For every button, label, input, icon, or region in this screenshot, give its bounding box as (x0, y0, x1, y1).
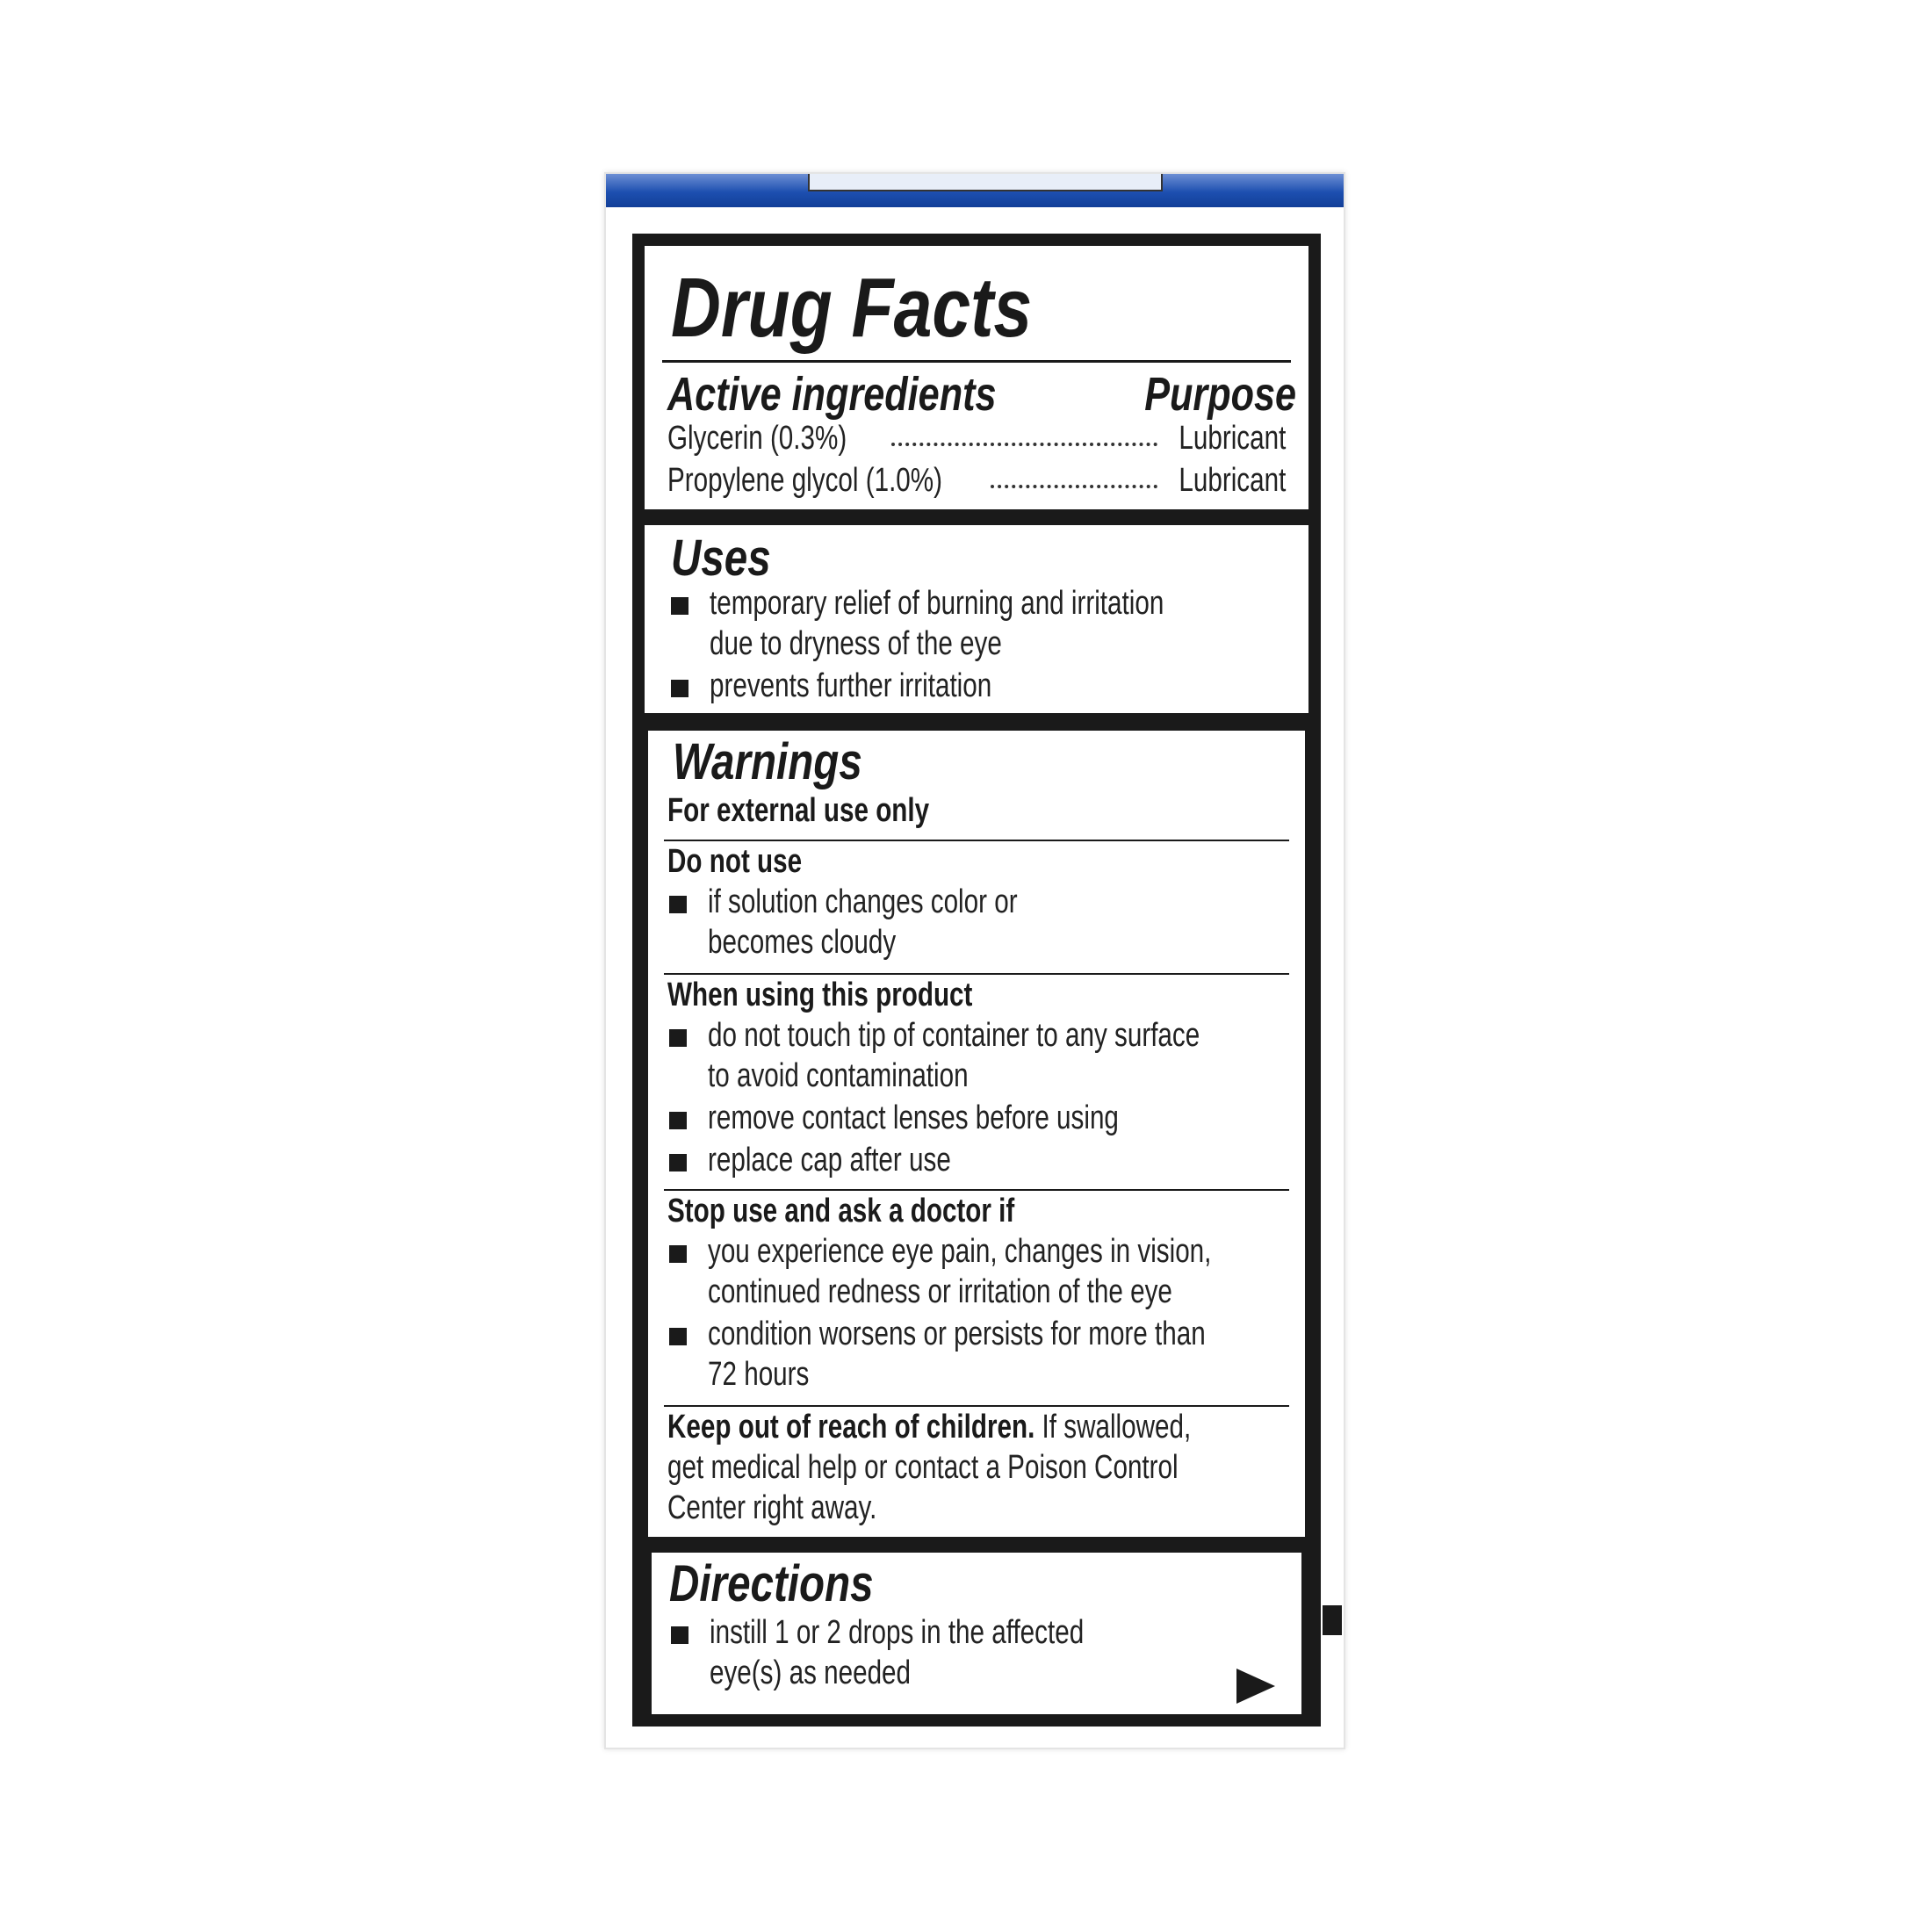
do-not-use-line: if solution changes color or (708, 883, 1018, 920)
warnings-rule (664, 973, 1289, 975)
keep-out-line: get medical help or contact a Poison Control (667, 1449, 1179, 1486)
bullet-icon (671, 597, 688, 615)
directions-heading: Directions (669, 1555, 874, 1612)
side-registration-mark (1323, 1605, 1342, 1635)
ingredient-name: Glycerin (0.3%) (667, 420, 847, 457)
drug-facts-title: Drug Facts (671, 261, 1033, 355)
bullet-icon (669, 1154, 687, 1171)
external-use-note: For external use only (667, 792, 930, 829)
when-using-line: remove contact lenses before using (708, 1099, 1119, 1136)
bullet-icon (669, 1245, 687, 1263)
purpose-heading: Purpose (1144, 368, 1296, 421)
keep-out-bold: Keep out of reach of children. (667, 1409, 1035, 1445)
warnings-rule (664, 1405, 1289, 1407)
do-not-use-heading: Do not use (667, 843, 803, 880)
warnings-rule (664, 840, 1289, 841)
ingredient-name: Propylene glycol (1.0%) (667, 462, 943, 499)
warnings-rule (664, 1189, 1289, 1191)
when-using-line: replace cap after use (708, 1142, 951, 1179)
leader-dots (991, 485, 1157, 488)
box-top-label-panel (808, 174, 1163, 191)
bullet-icon (669, 1328, 687, 1345)
when-using-heading: When using this product (667, 977, 973, 1013)
uses-item-line: prevents further irritation (710, 667, 992, 704)
warnings-heading: Warnings (673, 733, 862, 790)
bullet-icon (671, 1626, 688, 1644)
ingredient-purpose: Lubricant (1179, 420, 1286, 457)
when-using-line: do not touch tip of container to any surface (708, 1017, 1200, 1054)
bullet-icon (669, 896, 687, 913)
section-uses (645, 525, 1308, 713)
uses-item-line: due to dryness of the eye (710, 625, 1002, 662)
stop-use-heading: Stop use and ask a doctor if (667, 1193, 1015, 1229)
directions-line: instill 1 or 2 drops in the affected (710, 1614, 1085, 1651)
ingredient-row (667, 462, 1286, 501)
uses-heading: Uses (671, 530, 771, 587)
stop-use-line: condition worsens or persists for more than (708, 1316, 1206, 1352)
stop-use-line: continued redness or irritation of the eye (708, 1273, 1172, 1310)
active-ingredients-heading: Active ingredients (667, 368, 997, 421)
bullet-icon (669, 1029, 687, 1047)
directions-line: eye(s) as needed (710, 1654, 912, 1691)
keep-out-line: Center right away. (667, 1489, 877, 1526)
continue-arrow-icon (1236, 1669, 1275, 1704)
leader-dots (891, 443, 1157, 446)
ingredient-row (667, 420, 1286, 458)
stop-use-line: 72 hours (708, 1356, 810, 1393)
keep-out-rest: If swallowed, (1034, 1409, 1192, 1445)
bullet-icon (671, 680, 688, 697)
when-using-line: to avoid contamination (708, 1057, 969, 1094)
section-directions (652, 1553, 1301, 1714)
section-warnings (648, 731, 1305, 1537)
keep-out-line (667, 1409, 1191, 1446)
uses-item-line: temporary relief of burning and irritation (710, 585, 1164, 622)
section-active-ingredients (645, 246, 1308, 509)
ingredient-purpose: Lubricant (1179, 462, 1286, 499)
stop-use-line: you experience eye pain, changes in vision, (708, 1233, 1212, 1270)
box-top-flap (606, 174, 1344, 207)
title-rule (662, 360, 1291, 363)
bullet-icon (669, 1112, 687, 1129)
do-not-use-line: becomes cloudy (708, 924, 897, 961)
